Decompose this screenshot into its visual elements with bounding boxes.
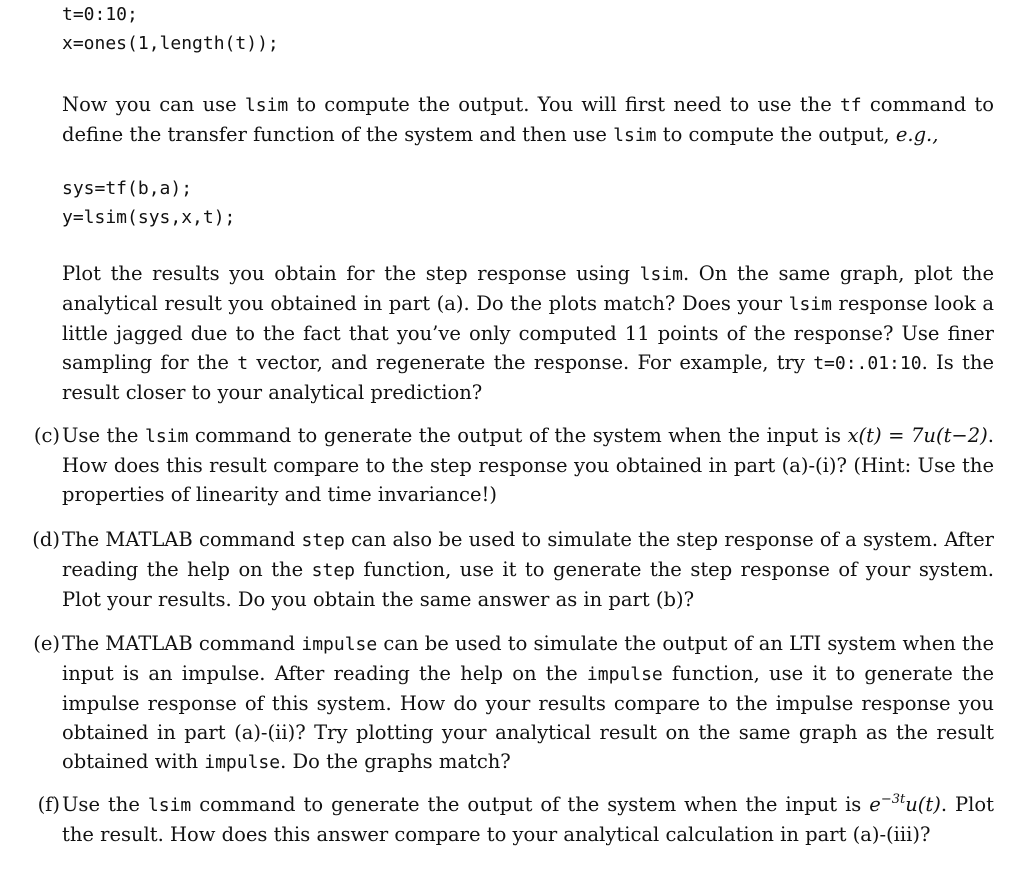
text-italic: e.g., [895, 123, 939, 146]
code-inline: lsim [613, 125, 657, 146]
item-label: (c) [33, 424, 60, 447]
text: Use the [62, 424, 145, 447]
intro-code-block [62, 0, 279, 58]
code-inline: lsim [244, 95, 289, 116]
text: . How does this result compare to the step response you obtained in part (a)-(i)? (Hint: Use the properties of linearity and time invariance!) [62, 424, 994, 506]
text: . Is the result closer to your analytical prediction? [62, 351, 994, 404]
text: function, use it to generate the step response of your system. Plot your results. Do you obtain the same answer as in part (b)? [62, 558, 994, 611]
text: command to generate the output of the system when the input is [191, 793, 870, 816]
text: Now you can use [62, 93, 245, 116]
text: function, use it to generate the impulse response of this system. How do your results compare to the impulse response you obtained in part (a)-(ii)? Try plotting your analytical result on the same graph as the result obtained with [62, 662, 994, 773]
text: The MATLAB command [62, 632, 302, 655]
code-line: x=ones(1,length(t)); [62, 33, 279, 54]
text: command to define the transfer function of the system and then use [62, 93, 994, 146]
math-exponent: −3t [880, 792, 906, 807]
text: . On the same graph, plot the analytical result you obtained in part (a). Do the plots match? Does your [62, 262, 994, 315]
tf-code-block [62, 174, 235, 232]
code-inline: tf [839, 95, 862, 116]
code-inline: lsim [144, 426, 189, 447]
text: can also be used to simulate the step response of a system. After reading the help on the [62, 528, 994, 581]
list-item-d [32, 525, 994, 614]
item-label: (e) [33, 632, 60, 655]
text: command to generate the output of the system when the input is [188, 424, 848, 447]
item-label: (d) [32, 528, 60, 551]
code-inline: lsim [788, 294, 832, 315]
text: Use the [62, 793, 148, 816]
text: to compute the output. You will first need to use the [288, 93, 840, 116]
item-label: (f) [37, 793, 60, 816]
code-inline: t [237, 353, 249, 374]
code-inline: step [311, 560, 355, 581]
paragraph-lsim-intro [62, 90, 994, 150]
code-inline: impulse [586, 664, 663, 685]
code-inline: impulse [301, 634, 378, 655]
code-inline: lsim [639, 264, 683, 285]
code-inline: t=0:.01:10 [813, 353, 922, 374]
text: . Do the graphs match? [280, 750, 511, 773]
text: The MATLAB command [62, 528, 302, 551]
math-expression: x(t) = 7u(t−2) [847, 424, 988, 447]
text: can be used to simulate the output of an LTI system when the input is an impulse. After reading the help on the [62, 632, 994, 685]
text: Plot the results you obtain for the step response using [62, 262, 640, 285]
text: response look a little jagged due to the fact that you’ve only computed 11 points of the response? Use finer sampling for the [62, 292, 995, 374]
code-line: t=0:10; [62, 4, 138, 25]
text: to compute the output, [656, 123, 896, 146]
list-item-f [37, 790, 994, 849]
text: . Plot the result. How does this answer compare to your analytical calculation in part (a)-(iii)? [62, 793, 994, 846]
math-base: e [869, 793, 881, 816]
code-inline: step [301, 530, 345, 551]
code-inline: lsim [147, 795, 192, 816]
math-expression: u(t) [905, 793, 941, 816]
text: vector, and regenerate the response. For example, try [248, 351, 814, 374]
list-item-c [33, 421, 994, 509]
code-line: y=lsim(sys,x,t); [62, 207, 236, 228]
paragraph-plot-results [62, 259, 994, 407]
code-line: sys=tf(b,a); [62, 178, 193, 199]
list-item-e [33, 629, 994, 777]
code-inline: impulse [204, 752, 281, 773]
